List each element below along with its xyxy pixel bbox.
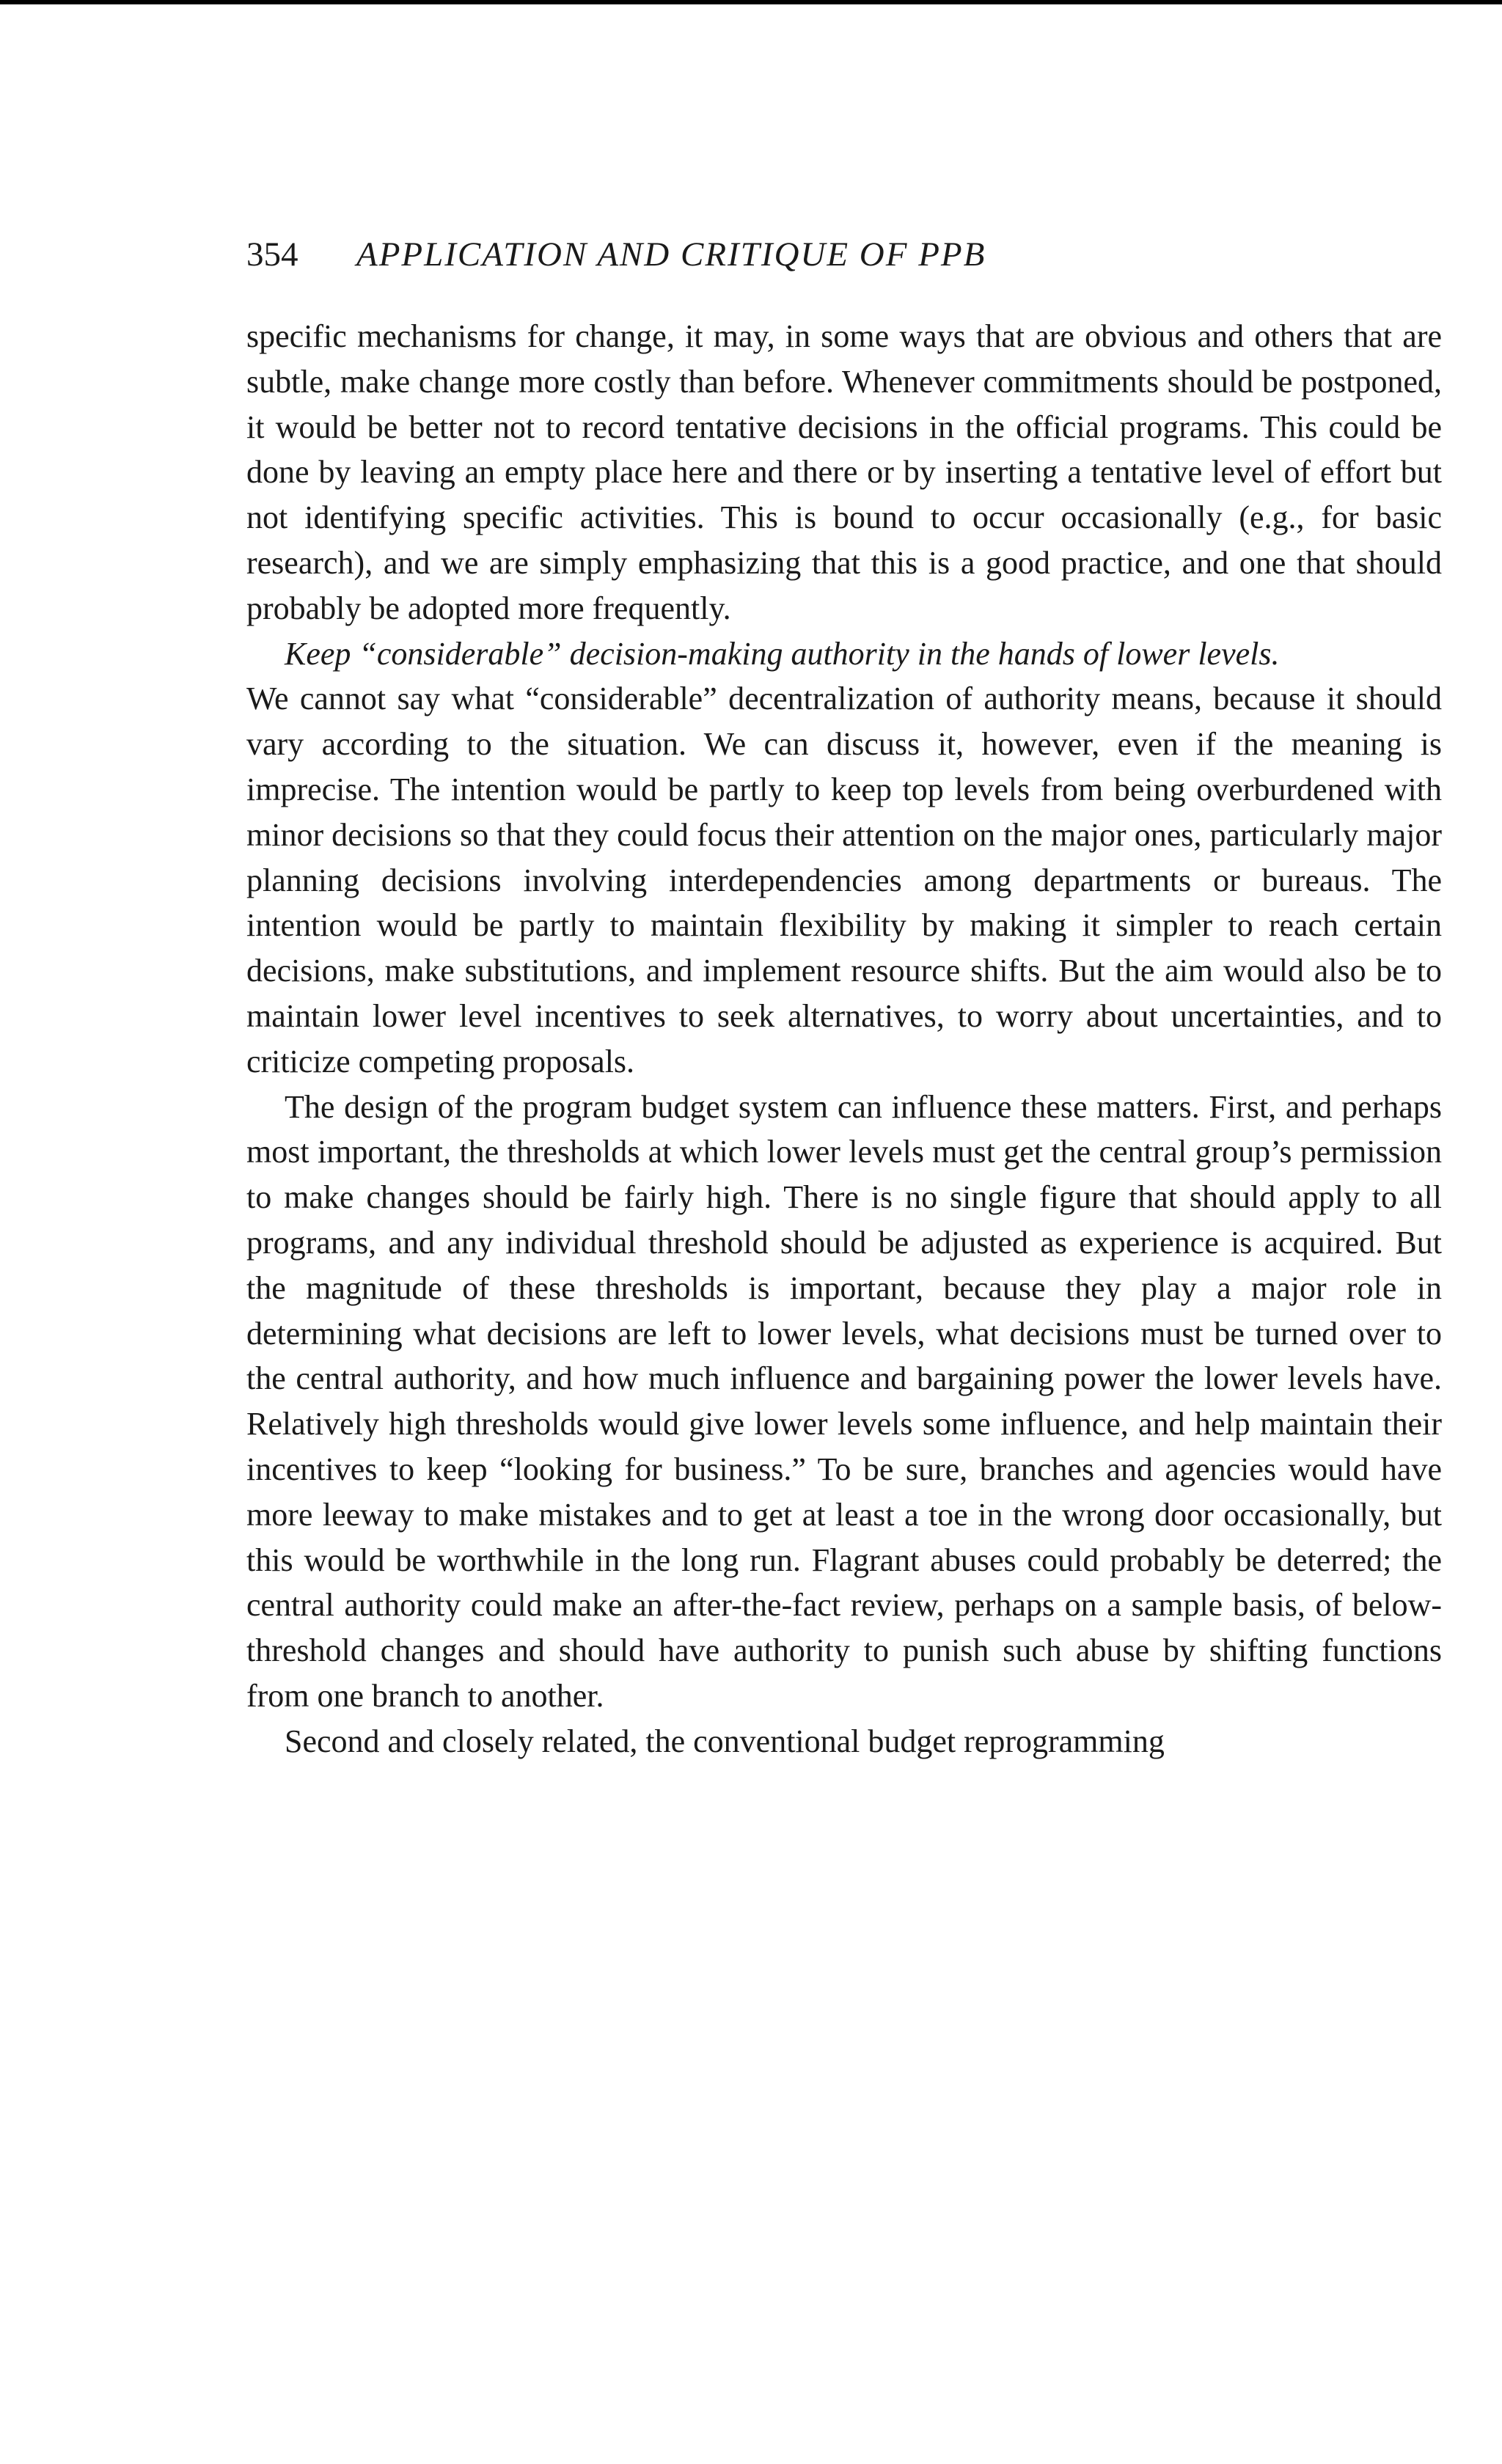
paragraph: We cannot say what “considerable” decentralization of authority means, because it should vary according to the situation. We can discuss it, however, even if the meaning is imprecise. The intention would be partly to keep top levels from being overburdened with minor decisions so that they could focus their attention on the major ones, particularly major planning decisions involving interdependencies among departments or bureaus. The intention would be partly to maintain flexibility by making it simpler to reach certain decisions, make substitutions, and implement resource shifts. But the aim would also be to maintain lower level incentives to seek alternatives, to worry about uncertainties, and to criticize competing proposals. — [246, 681, 1442, 1079]
paragraph: The design of the program budget system can influence these matters. First, and perhaps most important, the thresholds at which lower levels must get the central group’s permission to make changes should be fairly high. There is no single figure that should apply to all programs, and any individual threshold should be adjusted as experience is acquired. But the magnitude of these thresholds is important, because they play a major role in determining what decisions are left to lower levels, what decisions must be turned over to the central authority, and how much influence and bargaining power the lower levels have. Relatively high thresholds would give lower levels some influence, and help maintain their incentives to keep “looking for business.” To be sure, branches and agencies would have more leeway to make mistakes and to get at least a toe in the wrong door occasionally, but this would be worthwhile in the long run. Flagrant abuses could probably be deterred; the central authority could make an after-the-fact review, perhaps on a sample basis, of below-threshold changes and should have authority to punish such abuse by shifting functions from one branch to another. — [246, 1088, 1442, 1714]
body-text — [246, 314, 1442, 1764]
paragraph: Second and closely related, the conventional budget reprogramming — [285, 1723, 1165, 1759]
running-title: APPLICATION AND CRITIQUE OF PPB — [356, 235, 986, 274]
page-header — [246, 229, 1442, 280]
section-heading: Keep “considerable” decision-making authority in the hands of lower levels. — [285, 635, 1280, 672]
page-number: 354 — [246, 235, 298, 274]
paragraph-continued: specific mechanisms for change, it may, in some ways that are obvious and others that are subtle, make change more costly than before. Whenever commitments should be postponed, it would be better not to record tentative decisions in the official programs. This could be done by leaving an empty place here and there or by inserting a tentative level of effort but not identifying specific activities. This is bound to occur occasionally (e.g., for basic research), and we are simply emphasizing that this is a good practice, and one that should probably be adopted more frequently. — [246, 318, 1442, 626]
top-rule — [0, 0, 1502, 4]
